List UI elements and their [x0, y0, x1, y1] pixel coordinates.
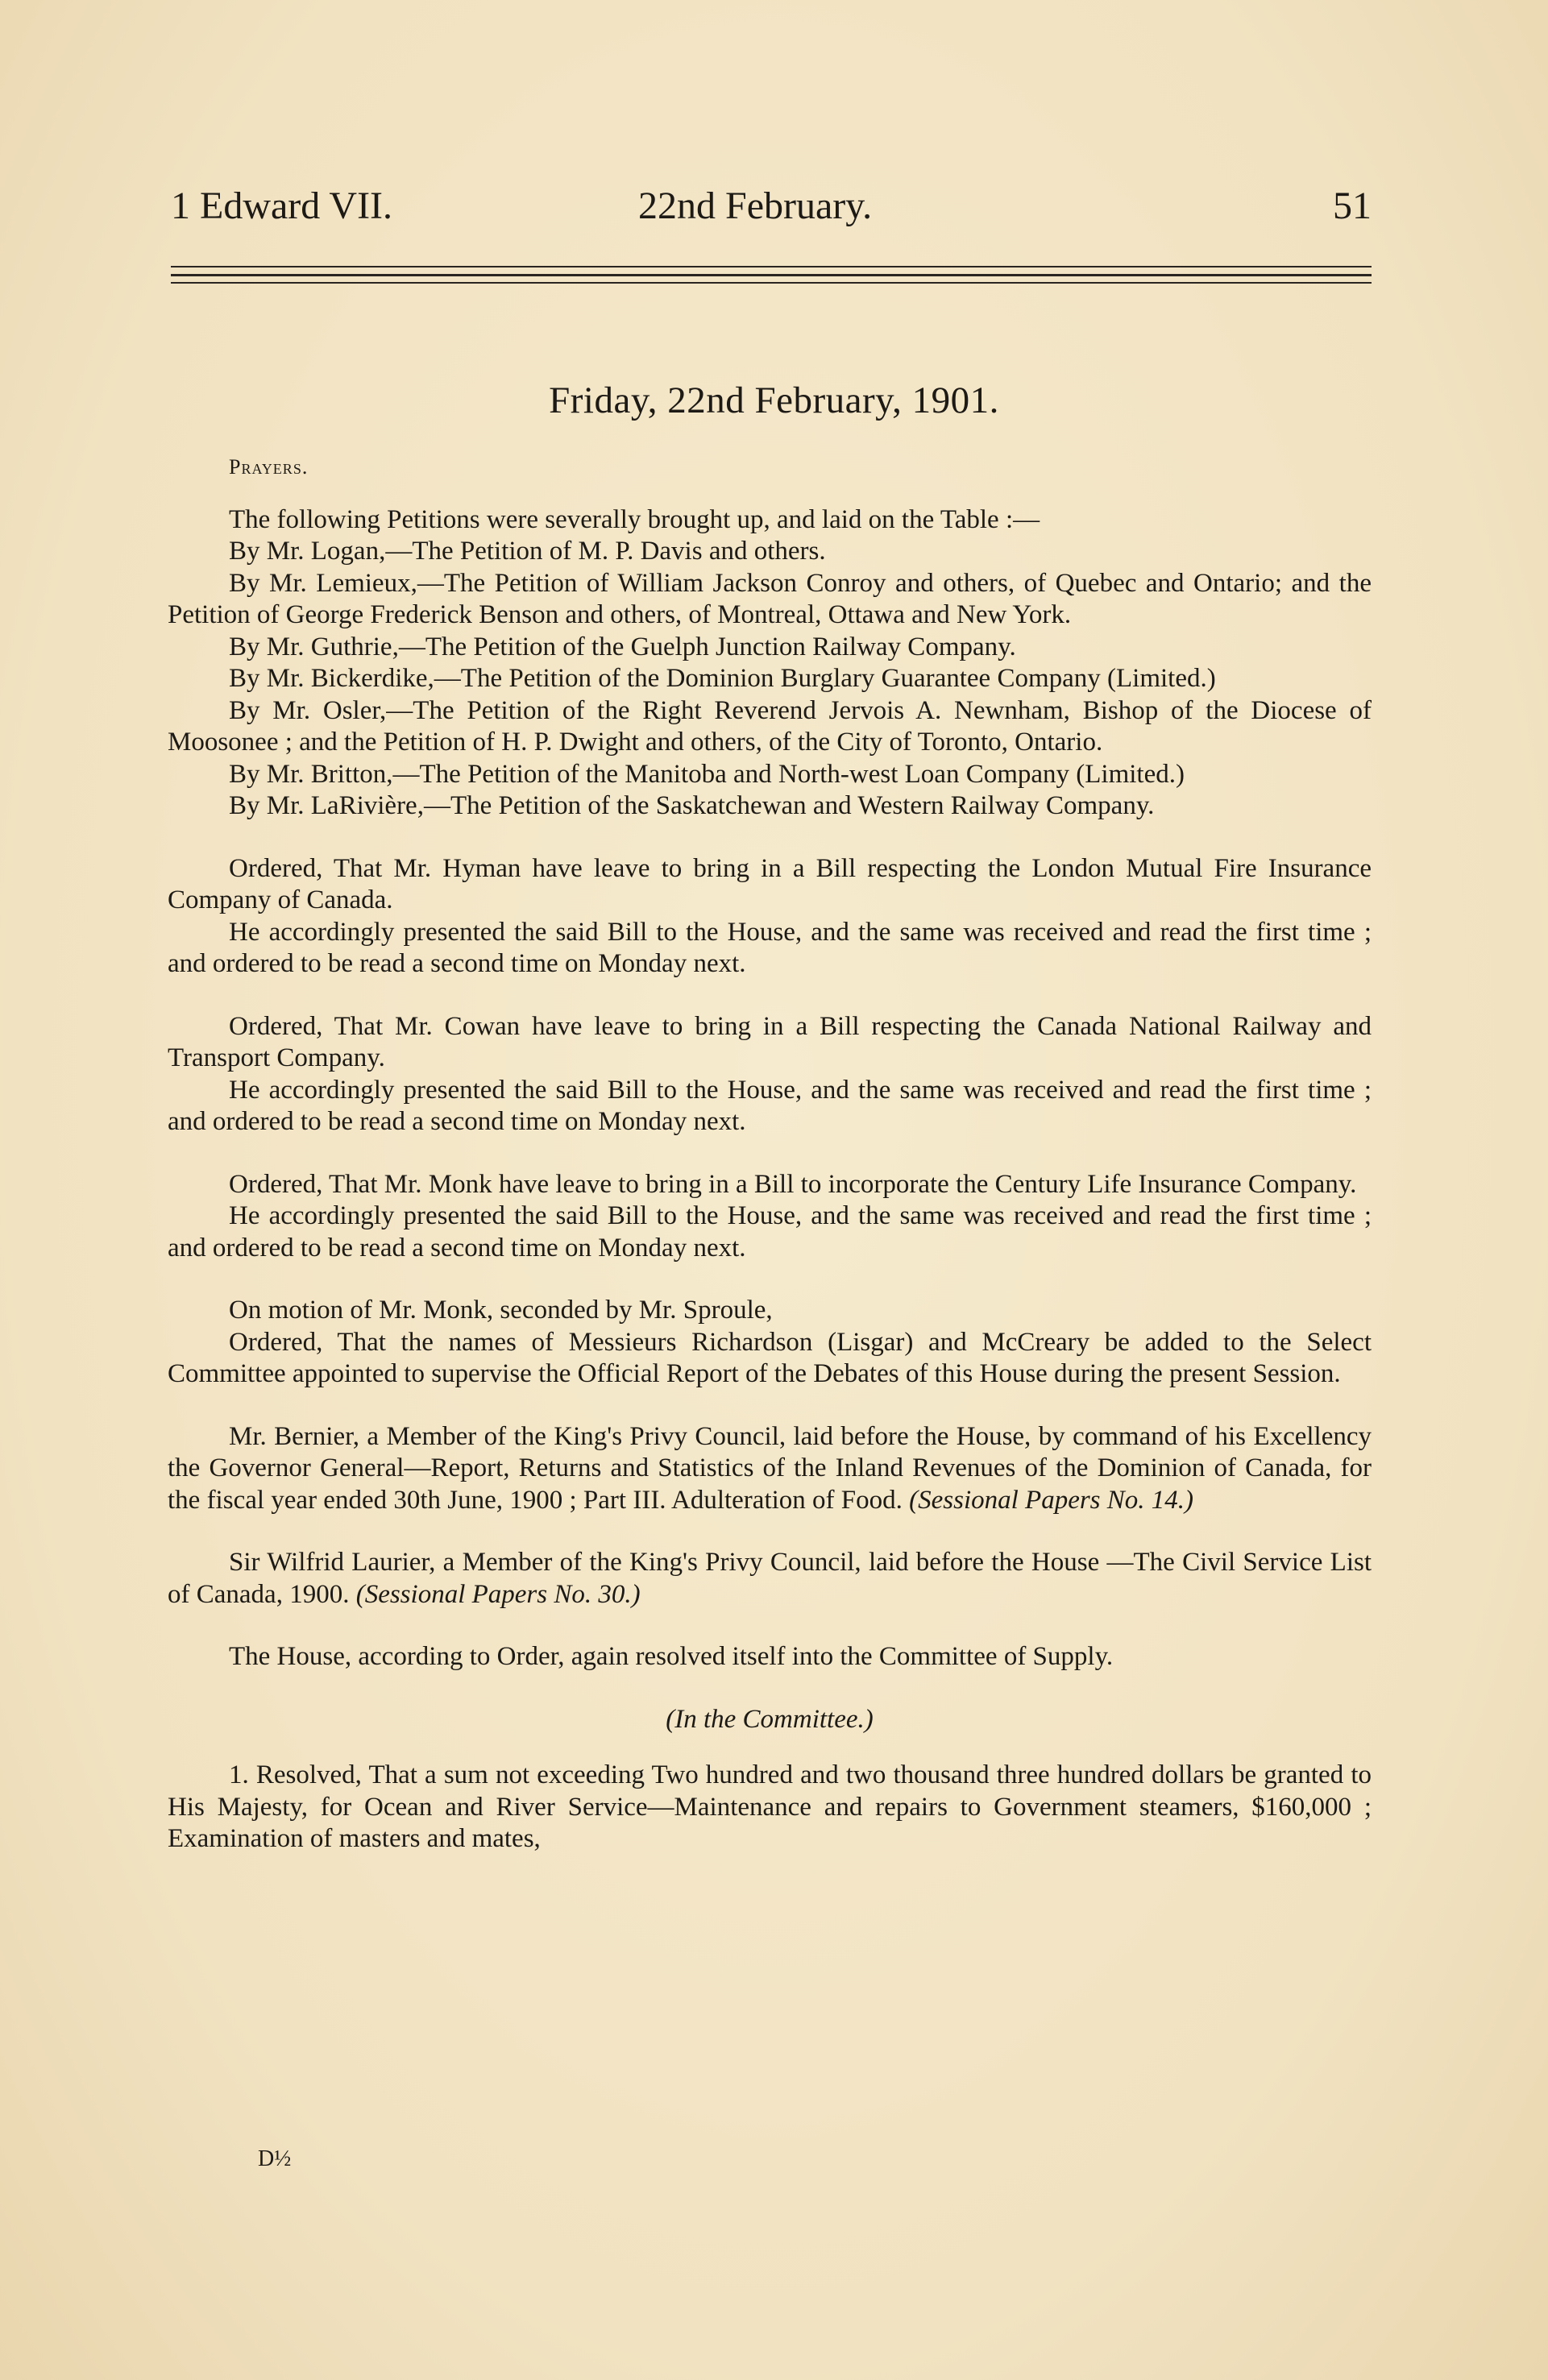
paragraph — [168, 1421, 1372, 1517]
paragraph: By Mr. Guthrie,—The Petition of the Guelph Junction Railway Company. — [229, 632, 1016, 661]
page-number: 51 — [1333, 185, 1372, 227]
paragraph: By Mr. LaRivière,—The Petition of the Saskatchewan and Western Railway Company. — [229, 791, 1155, 820]
paragraph-text: Mr. Bernier, a Member of the King's Privy Council, laid before the House, by command of his Excellency the Governor General—Report, Returns and Statistics of the Inland Revenues of the Dominion of Canada, for the fiscal year ended 30th June, 1900 ; Part III. Adulteration of Food. — [168, 1421, 1372, 1515]
paragraph: 1. Resolved, That a sum not exceeding Two hundred and two thousand three hundred dollars be granted to His Majesty, for Ocean and River Service—Maintenance and repairs to Government steamers, $160,000 ; Examination of masters and mates, — [168, 1760, 1372, 1853]
paragraph-text: Sir Wilfrid Laurier, a Member of the King's Privy Council, laid before the House —The Civil Service List of Canada, 1900. — [168, 1548, 1372, 1609]
header-regnal-year: 1 Edward VII. — [171, 185, 393, 227]
header-date: 22nd February. — [638, 185, 873, 227]
sessional-paper-reference: (Sessional Papers No. 14.) — [909, 1485, 1194, 1515]
paragraph: He accordingly presented the said Bill to the House, and the same was received and read the first time ; and ordered to be read a second time on Monday next. — [168, 1201, 1372, 1263]
paragraph: By Mr. Britton,—The Petition of the Manitoba and North-west Loan Company (Limited.) — [229, 759, 1185, 789]
header-rule — [171, 274, 1372, 276]
page-header — [171, 184, 1372, 248]
day-title: Friday, 22nd February, 1901. — [549, 379, 999, 421]
paragraph: Ordered, That Mr. Hyman have leave to bring in a Bill respecting the London Mutual Fire Insurance Company of Canada. — [168, 853, 1372, 914]
paragraph: By Mr. Logan,—The Petition of M. P. Davis and others. — [229, 537, 826, 566]
header-rule — [171, 266, 1372, 267]
paragraph: He accordingly presented the said Bill to the House, and the same was received and read the first time ; and ordered to be read a second time on Monday next. — [168, 917, 1372, 978]
header-rule — [171, 282, 1372, 284]
paragraph: By Mr. Bickerdike,—The Petition of the Dominion Burglary Guarantee Company (Limited.) — [229, 664, 1216, 693]
paragraph: Ordered, That Mr. Monk have leave to bring in a Bill to incorporate the Century Life Insurance Company. — [229, 1169, 1357, 1199]
signature-mark: D½ — [258, 2146, 292, 2171]
paragraph — [168, 1547, 1372, 1611]
sessional-paper-reference: (Sessional Papers No. 30.) — [355, 1579, 641, 1609]
paragraph: He accordingly presented the said Bill to the House, and the same was received and read the first time ; and ordered to be read a second time on Monday next. — [168, 1075, 1372, 1136]
paragraph: The House, according to Order, again resolved itself into the Committee of Supply. — [229, 1642, 1114, 1671]
paragraph: By Mr. Osler,—The Petition of the Right Reverend Jervois A. Newnham, Bishop of the Diocese of Moosonee ; and the Petition of H. P. Dwight and others, of the City of Toronto, Ontario. — [168, 695, 1372, 757]
paragraph: By Mr. Lemieux,—The Petition of William Jackson Conroy and others, of Quebec and Ontario; and the Petition of George Frederick Benson and others, of Montreal, Ottawa and New York. — [168, 568, 1372, 629]
committee-heading: (In the Committee.) — [666, 1704, 874, 1734]
prayers-heading: Prayers. — [229, 455, 309, 479]
paragraph: The following Petitions were severally brought up, and laid on the Table :— — [229, 504, 1040, 534]
paragraph: Ordered, That the names of Messieurs Richardson (Lisgar) and McCreary be added to the Select Committee appointed to supervise the Official Report of the Debates of this House during the present Session. — [168, 1327, 1372, 1388]
paragraph: On motion of Mr. Monk, seconded by Mr. Sproule, — [229, 1296, 773, 1325]
paragraph: Ordered, That Mr. Cowan have leave to bring in a Bill respecting the Canada National Railway and Transport Company. — [168, 1011, 1372, 1072]
journal-body — [168, 451, 1372, 1855]
